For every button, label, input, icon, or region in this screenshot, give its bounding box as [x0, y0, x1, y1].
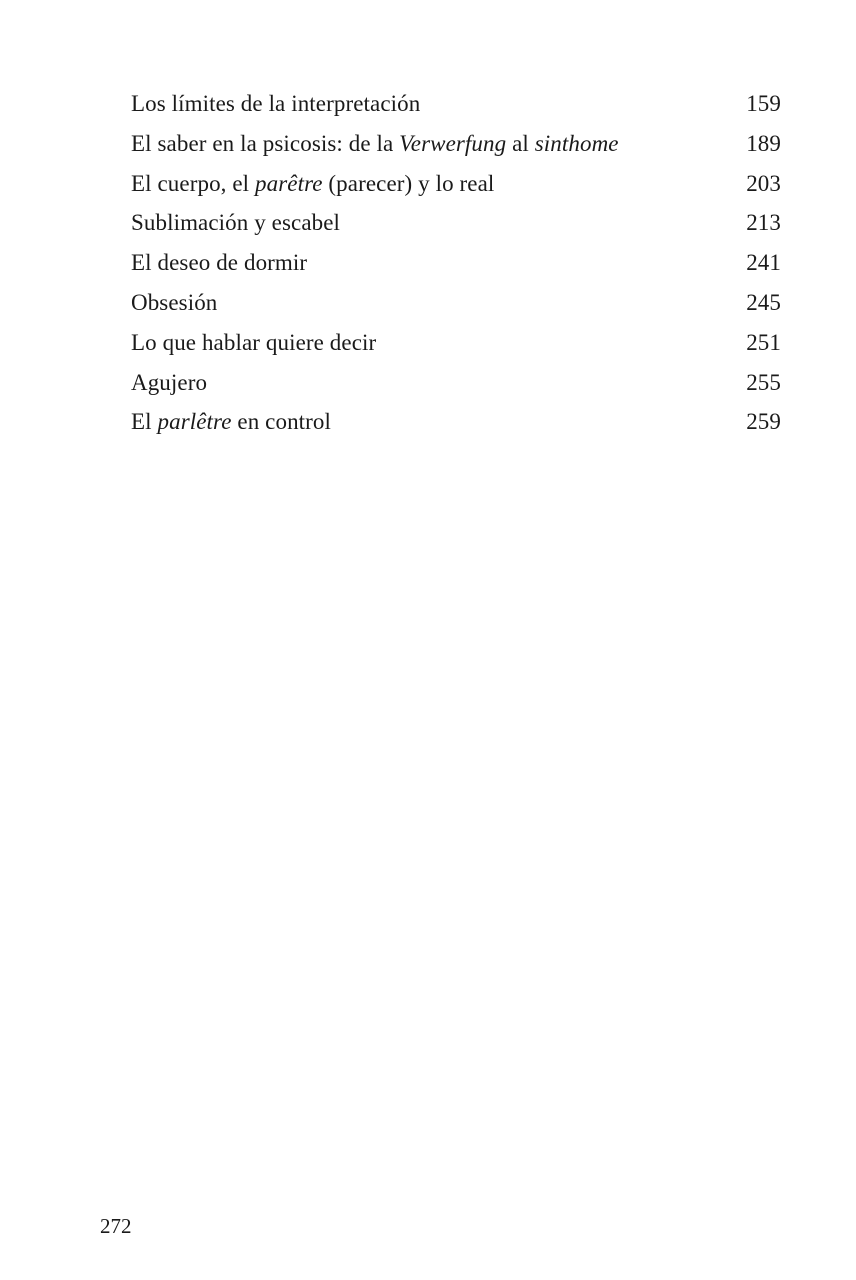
page-number: 272 — [100, 1214, 132, 1238]
toc-entry — [131, 243, 781, 283]
table-of-contents — [131, 84, 781, 442]
toc-entry — [131, 323, 781, 363]
toc-entry — [131, 203, 781, 243]
toc-entry-title: Lo que hablar quiere decir — [131, 329, 377, 355]
toc-entry-title: El cuerpo, el parêtre (parecer) y lo real — [131, 170, 495, 196]
toc-entry-title: El parlêtre en control — [131, 409, 332, 435]
toc-entry-page: 255 — [746, 369, 781, 395]
toc-entry — [131, 363, 781, 403]
toc-entry — [131, 124, 781, 164]
toc-entry — [131, 164, 781, 204]
toc-entry-page: 189 — [746, 130, 781, 156]
toc-entry-page: 159 — [746, 91, 781, 116]
toc-entry-page: 213 — [746, 210, 781, 236]
toc-entry-page: 259 — [746, 409, 781, 435]
toc-entry-title: Obsesión — [131, 289, 218, 315]
toc-entry-page: 251 — [746, 329, 781, 355]
toc-entry-page: 245 — [746, 289, 781, 315]
toc-entry-title: El deseo de dormir — [131, 250, 308, 276]
toc-entry-page: 241 — [746, 250, 781, 276]
toc-entry — [131, 283, 781, 323]
toc-entry-title: Sublimación y escabel — [131, 210, 341, 236]
toc-entry-title: El saber en la psicosis: de la Verwerfung al sinthome — [131, 130, 619, 156]
toc-entry-page: 203 — [746, 170, 781, 196]
toc-entry-title: Los límites de la interpretación — [131, 91, 421, 116]
toc-entry — [131, 402, 781, 442]
toc-entry-title: Agujero — [131, 369, 208, 395]
toc-entry — [131, 84, 781, 124]
